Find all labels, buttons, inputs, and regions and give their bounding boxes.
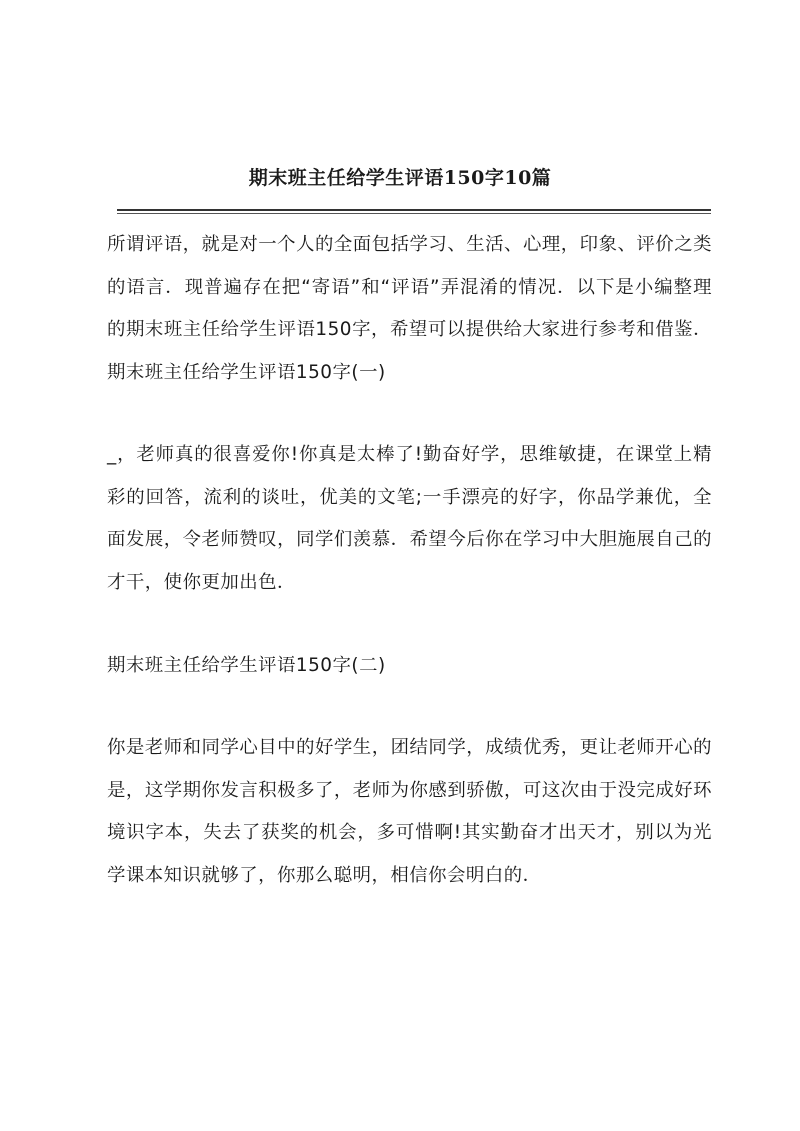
document-title: 期末班主任给学生评语150字10篇 (248, 167, 552, 189)
title-divider-thin (117, 213, 711, 214)
comment-paragraph-1: _，老师真的很喜爱你!你真是太棒了!勤奋好学，思维敏捷，在课堂上精彩的回答，流利的谈吐，优美的文笔;一手漂亮的好字，你品学兼优，全面发展，令老师赞叹，同学们羡慕．希望今后你在学习中大胆施展自己的才干，使你更加出色． (107, 444, 712, 593)
title-divider-thick (117, 209, 711, 211)
section-heading-2: 期末班主任给学生评语150字(二) (107, 655, 386, 676)
comment-paragraph-2: 你是老师和同学心目中的好学生，团结同学，成绩优秀，更让老师开心的是，这学期你发言积极多了，老师为你感到骄傲，可这次由于没完成好环境识字本，失去了获奖的机会，多可惜啊!其实勤奋才出天才，别以为光学课本知识就够了，你那么聪明，相信你会明白的． (107, 737, 712, 886)
intro-paragraph: 所谓评语，就是对一个人的全面包括学习、生活、心理，印象、评价之类的语言．现普遍存在把“寄语”和“评语”弄混淆的情况．以下是小编整理的期末班主任给学生评语150字，希望可以提供给大家进行参考和借鉴．期末班主任给学生评语150字(一) (107, 234, 712, 383)
